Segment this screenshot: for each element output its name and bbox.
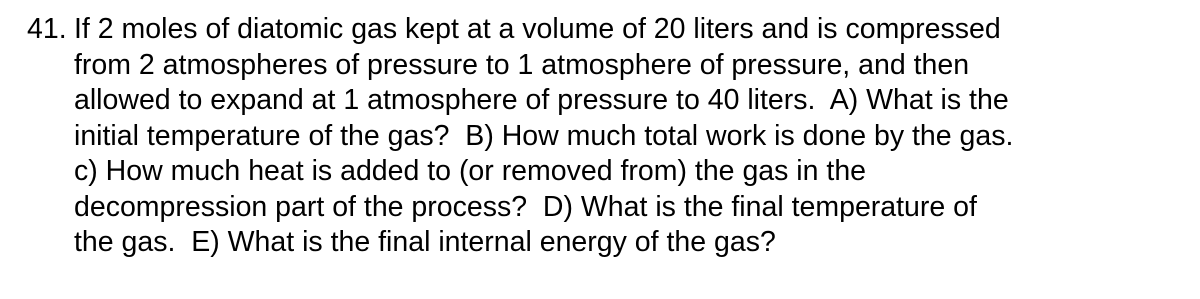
problem-text-line-1: If 2 moles of diatomic gas kept at a volume of 20 liters and is compressed [74,13,1001,45]
problem-text-line-7: the gas. E) What is the final internal energy of the gas? [74,226,776,258]
problem-text-line-5: c) How much heat is added to (or removed from) the gas in the [74,155,867,187]
problem-number: 41. [27,13,67,45]
problem-text-line-2: from 2 atmospheres of pressure to 1 atmosphere of pressure, and then [74,48,970,81]
problem-text-line-6: decompression part of the process? D) What is the final temperature of [74,190,977,223]
problem-41 [27,12,1187,261]
problem-text-line-4: initial temperature of the gas? B) How much total work is done by the gas. [74,119,1014,152]
problem-text-line-3: allowed to expand at 1 atmosphere of pressure to 40 liters. A) What is the [74,84,1009,116]
problem-line-1 [27,12,1187,48]
